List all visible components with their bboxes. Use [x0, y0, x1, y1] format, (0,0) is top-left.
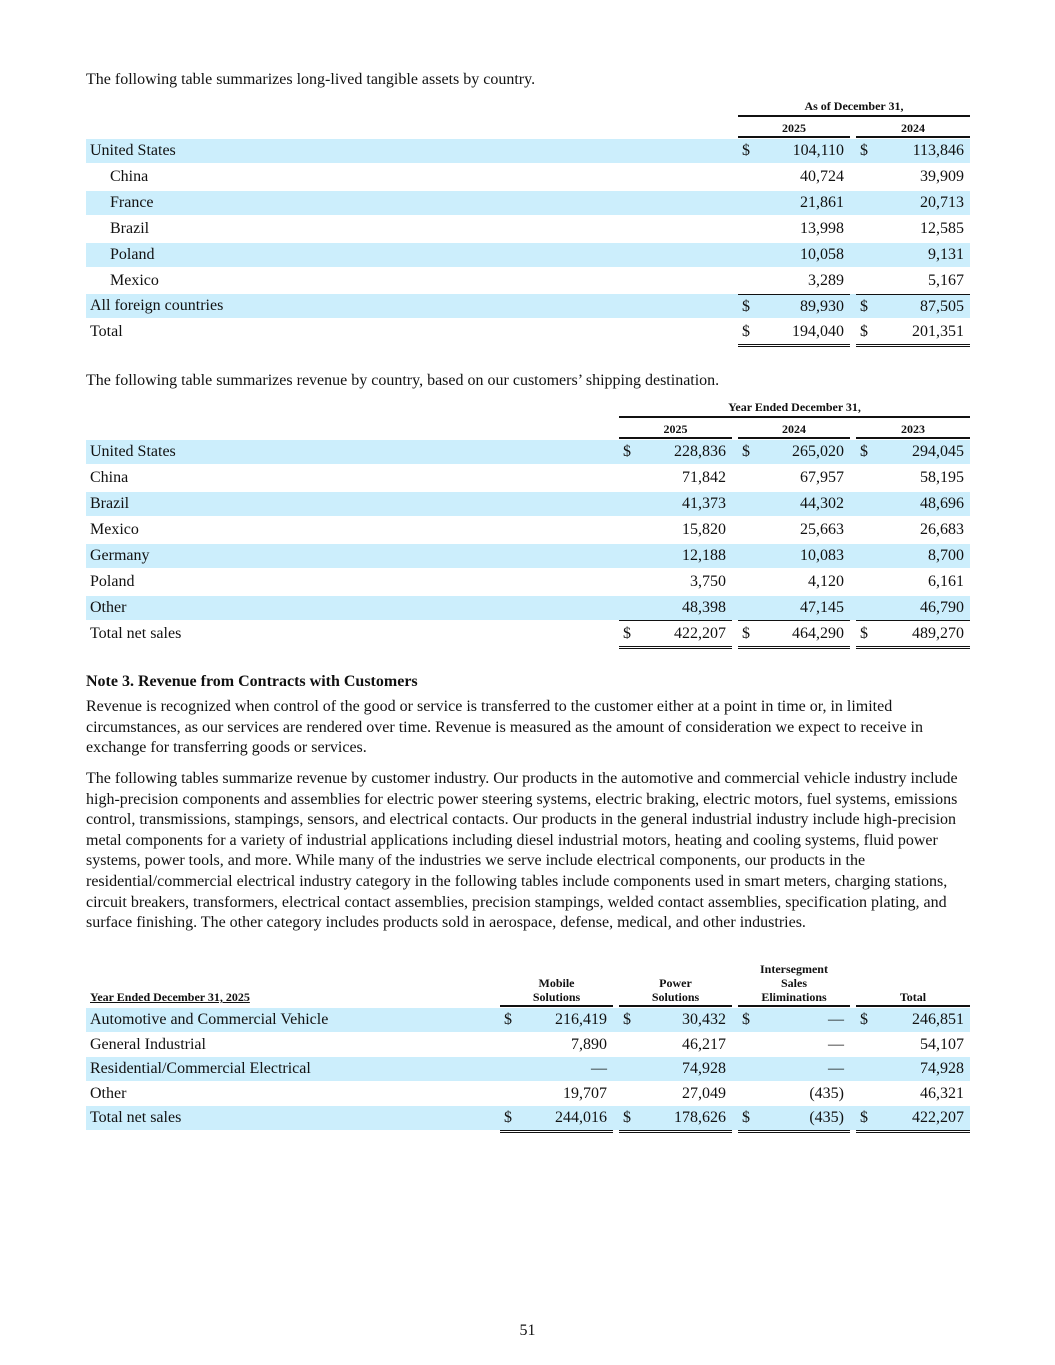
table-row — [86, 518, 970, 542]
cell-value: 194,040 — [792, 323, 844, 340]
cell-value: 74,928 — [920, 1060, 964, 1077]
header-rule — [619, 437, 732, 439]
currency-symbol: $ — [742, 625, 750, 642]
row-label: Residential/Commercial Electrical — [90, 1060, 311, 1077]
note-paragraph-1: Revenue is recognized when control of the good or service is transferred to the customer either at a point in time or, in limited circumstances, as our services are rendered over time. Revenue is measured as the amount of consideration we expect to receive in exchange for transferring goods or services. — [86, 698, 923, 757]
table-row — [86, 492, 970, 516]
cell-value: (435) — [809, 1085, 844, 1102]
cell-value: 89,930 — [800, 298, 844, 315]
cell-value: 12,585 — [920, 220, 964, 237]
revenue-group-header: Year Ended December 31, — [728, 400, 861, 414]
note-heading: Note 3. Revenue from Contracts with Customers — [86, 673, 418, 690]
cell-value: — — [828, 1036, 844, 1053]
currency-symbol: $ — [623, 1011, 631, 1028]
cell-value: 489,270 — [912, 625, 964, 642]
row-label: Mexico — [90, 521, 139, 538]
currency-symbol: $ — [860, 142, 868, 159]
currency-symbol: $ — [742, 443, 750, 460]
cell-value: 30,432 — [682, 1011, 726, 1028]
assets-intro: The following table summarizes long-lived tangible assets by country. — [86, 71, 536, 88]
row-label: Other — [90, 1085, 127, 1102]
table-row — [86, 440, 970, 464]
header-line: Solutions — [532, 990, 581, 1004]
cell-value: 422,207 — [674, 625, 726, 642]
industry-col-intersegment — [738, 962, 850, 1004]
table-row — [86, 466, 970, 490]
cell-value: 178,626 — [674, 1109, 726, 1126]
table-row — [86, 217, 970, 241]
cell-value: 54,107 — [920, 1036, 964, 1053]
row-label: United States — [90, 142, 176, 159]
cell-value: 15,820 — [682, 521, 726, 538]
header-rule — [500, 1005, 613, 1007]
row-label: Automotive and Commercial Vehicle — [90, 1011, 329, 1028]
cell-value: 19,707 — [563, 1085, 607, 1102]
currency-symbol: $ — [860, 1109, 868, 1126]
cell-value: (435) — [809, 1109, 844, 1126]
header-rule — [619, 416, 970, 418]
table-row — [86, 1082, 970, 1106]
revenue-country-intro: The following table summarizes revenue by country, based on our customers’ shipping destination. — [86, 372, 720, 389]
note-paragraph-2: The following tables summarize revenue by customer industry. Our products in the automotive and commercial vehicle industry include high-precision components and assemblies for electric power steering systems, electric braking, electric motors, fuel systems, emissions control, transmissions, stampings, sensors, and electrical contacts. Our products in the general industrial industry include high-precision metal components for a variety of industrial applications including diesel industrial motors, heating and cooling systems, fluid power systems, power tools, and more. While many of the industries we serve include electrical components, our products in the residential/commercial electrical industry category in the following tables include components used in smart meters, charging stations, circuit breakers, transformers, electrical contact assemblies, precision stampings, welded contact assemblies, specification plating, and surface finishing. The other category includes products sold in aerospace, defense, medical, and other industries. — [86, 770, 958, 932]
cell-value: 25,663 — [800, 521, 844, 538]
cell-value: 13,998 — [800, 220, 844, 237]
cell-value: 87,505 — [920, 298, 964, 315]
revenue-col-2024: 2024 — [782, 422, 806, 436]
cell-value: 9,131 — [928, 246, 964, 263]
row-label: Total net sales — [90, 625, 182, 642]
cell-value: 7,890 — [571, 1036, 607, 1053]
cell-value: 41,373 — [682, 495, 726, 512]
cell-value: 246,851 — [912, 1011, 964, 1028]
cell-value: 6,161 — [928, 573, 964, 590]
header-rule — [856, 437, 970, 439]
currency-symbol: $ — [504, 1011, 512, 1028]
cell-value: 67,957 — [800, 469, 844, 486]
header-line: Mobile — [538, 976, 575, 990]
cell-value: 265,020 — [792, 443, 844, 460]
row-label: Total net sales — [90, 1109, 182, 1126]
cell-value: 294,045 — [912, 443, 964, 460]
page-number: 51 — [519, 1322, 536, 1339]
currency-symbol: $ — [504, 1109, 512, 1126]
cell-value: 464,290 — [792, 625, 844, 642]
row-label: Other — [90, 599, 127, 616]
cell-value: 228,836 — [674, 443, 726, 460]
cell-value: 48,696 — [920, 495, 964, 512]
currency-symbol: $ — [742, 1109, 750, 1126]
cell-value: 3,750 — [690, 573, 726, 590]
industry-col-total — [856, 990, 970, 1004]
row-label: Poland — [90, 573, 135, 590]
table-row — [86, 1033, 970, 1057]
cell-value: 422,207 — [912, 1109, 964, 1126]
revenue-col-2025: 2025 — [663, 422, 688, 436]
row-label: Total — [90, 323, 123, 340]
industry-period-label: Year Ended December 31, 2025 — [90, 990, 250, 1004]
cell-value: 201,351 — [912, 323, 964, 340]
row-label: China — [110, 168, 149, 185]
currency-symbol: $ — [742, 1011, 750, 1028]
currency-symbol: $ — [860, 298, 868, 315]
header-line: Total — [899, 990, 927, 1004]
cell-value: 71,842 — [682, 469, 726, 486]
row-label: Poland — [110, 246, 155, 263]
cell-value: 244,016 — [555, 1109, 607, 1126]
cell-value: 46,321 — [920, 1085, 964, 1102]
cell-value: 5,167 — [928, 272, 964, 289]
row-label: Germany — [90, 547, 150, 564]
header-rule — [738, 136, 850, 138]
cell-value: 39,909 — [920, 168, 964, 185]
header-line: Intersegment — [760, 962, 828, 976]
cell-value: 8,700 — [928, 547, 964, 564]
table-row — [86, 1106, 970, 1130]
currency-symbol: $ — [623, 625, 631, 642]
cell-value: 27,049 — [682, 1085, 726, 1102]
table-row — [86, 544, 970, 568]
cell-value: 12,188 — [682, 547, 726, 564]
table-row — [86, 294, 970, 318]
header-line: Solutions — [651, 990, 700, 1004]
table-row — [86, 1057, 970, 1081]
table-row — [86, 1008, 970, 1032]
row-label: Brazil — [110, 220, 150, 237]
revenue-col-2023: 2023 — [901, 422, 925, 436]
cell-value: 3,289 — [808, 272, 844, 289]
header-line: Sales — [780, 976, 807, 990]
table-row — [86, 596, 970, 620]
currency-symbol: $ — [860, 443, 868, 460]
cell-value: 46,790 — [920, 599, 964, 616]
header-rule — [856, 136, 970, 138]
cell-value: 46,217 — [682, 1036, 726, 1053]
currency-symbol: $ — [742, 142, 750, 159]
table-row — [86, 570, 970, 594]
industry-col-power — [619, 976, 732, 1004]
cell-value: 58,195 — [920, 469, 964, 486]
table-row — [86, 165, 970, 189]
cell-value: 74,928 — [682, 1060, 726, 1077]
assets-col-2024: 2024 — [901, 121, 925, 135]
cell-value: 113,846 — [912, 142, 964, 159]
cell-value: — — [591, 1060, 607, 1077]
row-label: China — [90, 469, 129, 486]
cell-value: 26,683 — [920, 521, 964, 538]
cell-value: 21,861 — [800, 194, 844, 211]
cell-value: 10,058 — [800, 246, 844, 263]
assets-col-2025: 2025 — [782, 121, 806, 135]
header-rule — [619, 1005, 732, 1007]
row-label: Brazil — [90, 495, 130, 512]
currency-symbol: $ — [742, 298, 750, 315]
header-line: Eliminations — [761, 990, 827, 1004]
table-row — [86, 320, 970, 344]
cell-value: 20,713 — [920, 194, 964, 211]
row-label: Mexico — [110, 272, 159, 289]
cell-value: 40,724 — [800, 168, 844, 185]
row-label: United States — [90, 443, 176, 460]
table-row — [86, 139, 970, 163]
currency-symbol: $ — [860, 323, 868, 340]
header-line: Power — [659, 976, 692, 990]
row-label: All foreign countries — [90, 297, 224, 314]
table-row — [86, 269, 970, 293]
header-rule — [738, 437, 850, 439]
industry-col-mobile — [500, 976, 613, 1004]
currency-symbol: $ — [742, 323, 750, 340]
row-label: General Industrial — [90, 1036, 206, 1053]
cell-value: 48,398 — [682, 599, 726, 616]
currency-symbol: $ — [860, 1011, 868, 1028]
cell-value: 47,145 — [800, 599, 844, 616]
cell-value: 44,302 — [800, 495, 844, 512]
row-label: France — [110, 194, 154, 211]
header-rule — [856, 1005, 970, 1007]
cell-value: 10,083 — [800, 547, 844, 564]
table-row — [86, 243, 970, 267]
currency-symbol: $ — [623, 1109, 631, 1126]
currency-symbol: $ — [623, 443, 631, 460]
header-rule — [738, 1005, 850, 1007]
table-row — [86, 622, 970, 646]
cell-value: — — [828, 1011, 844, 1028]
table-row — [86, 191, 970, 215]
currency-symbol: $ — [860, 625, 868, 642]
cell-value: — — [828, 1060, 844, 1077]
cell-value: 4,120 — [808, 573, 844, 590]
header-rule — [738, 115, 970, 117]
cell-value: 216,419 — [555, 1011, 607, 1028]
cell-value: 104,110 — [792, 142, 844, 159]
assets-group-header: As of December 31, — [804, 99, 904, 113]
